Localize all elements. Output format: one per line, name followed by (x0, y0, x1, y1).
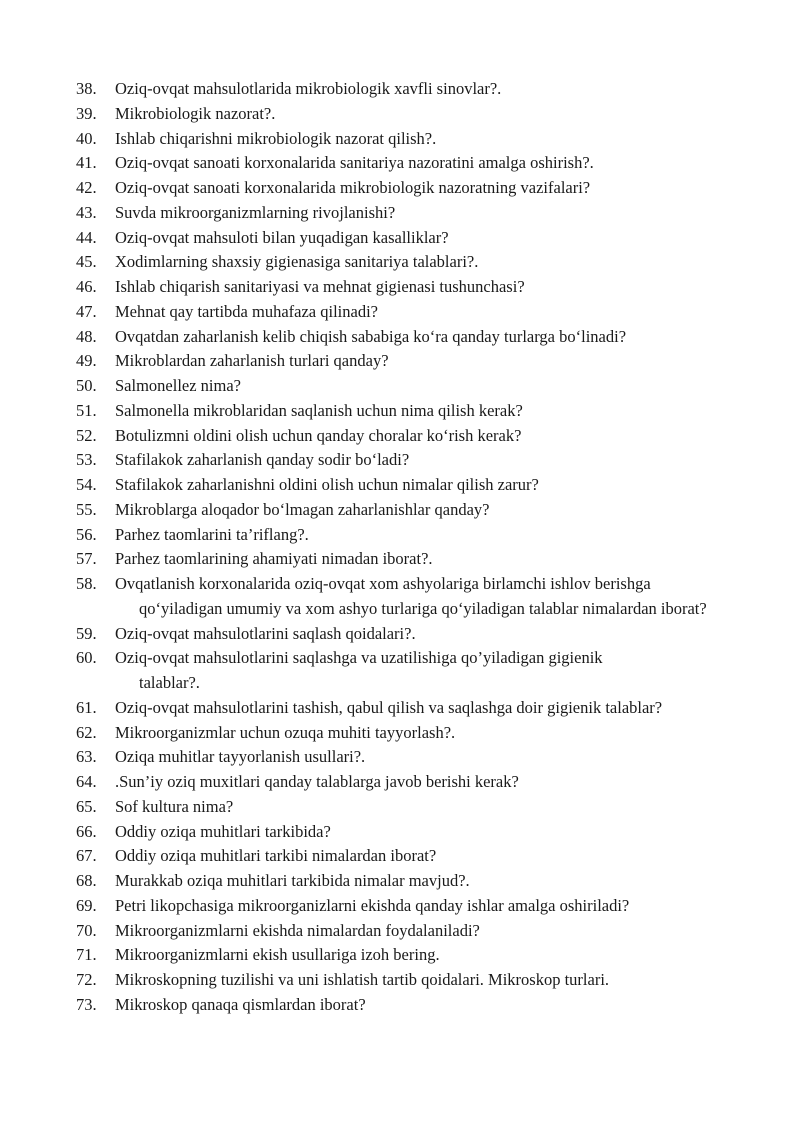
question-number: 59. (76, 623, 97, 643)
question-number: 72. (76, 970, 97, 989)
question-text (115, 151, 742, 176)
question-text-line: Oziq-ovqat sanoati korxonalarida mikrobiologik nazoratning vazifalari? (115, 178, 591, 197)
question-item (76, 869, 742, 894)
question-item (76, 721, 742, 746)
question-text-line: Oziq-ovqat sanoati korxonalarida sanitariya nazoratini amalga oshirish?. (115, 153, 594, 173)
question-item (76, 300, 742, 325)
question-item (76, 201, 742, 226)
question-number: 44. (76, 227, 97, 247)
question-text (115, 176, 742, 201)
question-item (76, 820, 742, 845)
question-number: 42. (76, 178, 97, 197)
question-text (115, 869, 742, 894)
question-number: 56. (76, 524, 97, 544)
question-text (115, 325, 742, 350)
question-number: 43. (76, 202, 97, 222)
question-text-line: Stafilakok zaharlanishni oldini olish uchun nimalar qilish zarur? (115, 475, 539, 494)
question-text (115, 226, 742, 251)
question-item (76, 968, 742, 993)
question-number: 50. (76, 376, 97, 395)
question-text-line: Oziq-ovqat mahsuloti bilan yuqadigan kasalliklar? (115, 227, 449, 247)
question-number: 67. (76, 846, 97, 866)
question-text-continuation: talablar?. (139, 673, 200, 692)
question-text-line: Salmonella mikroblaridan saqlanish uchun nima qilish kerak? (115, 400, 523, 420)
question-number: 52. (76, 425, 97, 445)
question-item (76, 226, 742, 251)
question-text (115, 275, 742, 300)
question-text (115, 844, 742, 869)
question-number: 65. (76, 796, 97, 816)
question-text-line: Oziq-ovqat mahsulotlarini tashish, qabul qilish va saqlashga doir gigienik talablar? (115, 697, 663, 717)
question-item (76, 176, 742, 201)
question-text-line: Suvda mikroorganizmlarning rivojlanishi? (115, 202, 396, 222)
question-item (76, 349, 742, 374)
question-number: 54. (76, 475, 97, 494)
question-item (76, 374, 742, 399)
question-text-line: Mikroblardan zaharlanish turlari qanday? (115, 351, 389, 371)
question-text-line: Mikroskop qanaqa qismlardan iborat? (115, 994, 366, 1014)
question-item (76, 498, 742, 523)
question-number: 63. (76, 747, 97, 767)
question-item (76, 127, 742, 152)
question-text (115, 943, 742, 968)
question-text (115, 968, 742, 993)
question-item (76, 547, 742, 572)
question-text-line: Oddiy oziqa muhitlari tarkibida? (115, 821, 331, 841)
question-text-line: Parhez taomlarining ahamiyati nimadan iborat?. (115, 549, 433, 569)
question-item (76, 943, 742, 968)
question-text (115, 77, 742, 102)
question-text (115, 993, 742, 1018)
question-number: 40. (76, 128, 97, 148)
question-text (115, 473, 742, 498)
question-text (115, 349, 742, 374)
question-text-line: Mikroorganizmlar uchun ozuqa muhiti tayyorlash?. (115, 722, 456, 742)
question-item (76, 399, 742, 424)
question-text-line: Ishlab chiqarish sanitariyasi va mehnat gigienasi tushunchasi? (115, 277, 525, 296)
question-text (115, 721, 742, 746)
question-text-line: Parhez taomlarini ta’riflang?. (115, 524, 309, 544)
question-text-continuation: qo‘yiladigan umumiy va xom ashyo turlariga qo‘yiladigan talablar nimalardan iborat? (139, 598, 707, 618)
question-number: 73. (76, 994, 97, 1014)
question-number: 71. (76, 945, 97, 965)
question-item (76, 523, 742, 548)
question-item (76, 572, 742, 622)
question-text-line: Mikroblarga aloqador bo‘lmagan zaharlanishlar qanday? (115, 499, 490, 519)
question-text (115, 894, 742, 919)
question-item (76, 696, 742, 721)
question-item (76, 993, 742, 1018)
question-text-line: Mikroorganizmlarni ekishda nimalardan foydalaniladi? (115, 920, 480, 940)
question-number: 41. (76, 153, 97, 173)
question-number: 60. (76, 648, 97, 668)
question-text (115, 448, 742, 473)
question-number: 68. (76, 871, 97, 890)
question-number: 49. (76, 351, 97, 371)
question-text (115, 919, 742, 944)
question-text (115, 646, 742, 696)
question-item (76, 745, 742, 770)
question-item (76, 448, 742, 473)
question-text (115, 250, 742, 275)
question-text-line: .Sun’iy oziq muxitlari qanday talablarga javob berishi kerak? (115, 772, 519, 791)
question-text (115, 300, 742, 325)
question-text-line: Oziq-ovqat mahsulotlarida mikrobiologik xavfli sinovlar?. (115, 79, 502, 98)
question-number: 53. (76, 450, 97, 470)
question-item (76, 77, 742, 102)
question-text-line: Ovqatlanish korxonalarida oziq-ovqat xom ashyolariga birlamchi ishlov berishga (115, 574, 651, 593)
question-text-line: Mehnat qay tartibda muhafaza qilinadi? (115, 301, 378, 321)
question-item (76, 795, 742, 820)
question-text (115, 820, 742, 845)
question-number: 39. (76, 103, 97, 123)
question-item (76, 770, 742, 795)
question-text (115, 622, 742, 647)
question-text-line: Mikroskopning tuzilishi va uni ishlatish tartib qoidalari. Mikroskop turlari. (115, 970, 610, 989)
question-text-line: Mikroorganizmlarni ekish usullariga izoh bering. (115, 945, 440, 965)
question-number: 66. (76, 821, 97, 841)
question-item (76, 424, 742, 449)
question-text (115, 127, 742, 152)
question-item (76, 844, 742, 869)
question-text-line: Oddiy oziqa muhitlari tarkibi nimalardan iborat? (115, 846, 437, 866)
question-text-line: Ishlab chiqarishni mikrobiologik nazorat qilish?. (115, 128, 437, 148)
question-number: 69. (76, 895, 97, 915)
question-list (76, 77, 742, 1018)
question-text (115, 102, 742, 127)
question-item (76, 622, 742, 647)
question-text (115, 201, 742, 226)
question-text-line: Ovqatdan zaharlanish kelib chiqish sababiga ko‘ra qanday turlarga bo‘linadi? (115, 326, 627, 346)
question-text-line: Oziq-ovqat mahsulotlarini saqlashga va uzatilishiga qo’yiladigan gigienik (115, 648, 603, 668)
question-text-line: Oziqa muhitlar tayyorlanish usullari?. (115, 747, 366, 767)
question-text (115, 374, 742, 399)
question-item (76, 473, 742, 498)
question-number: 46. (76, 277, 97, 296)
question-number: 64. (76, 772, 97, 791)
question-text (115, 572, 742, 622)
question-item (76, 894, 742, 919)
question-text-line: Mikrobiologik nazorat?. (115, 103, 276, 123)
question-number: 57. (76, 549, 97, 569)
question-text-line: Murakkab oziqa muhitlari tarkibida nimalar mavjud?. (115, 871, 470, 890)
question-item (76, 919, 742, 944)
question-text (115, 498, 742, 523)
question-text (115, 795, 742, 820)
question-text-line: Stafilakok zaharlanish qanday sodir bo‘ladi? (115, 450, 410, 470)
question-text (115, 745, 742, 770)
question-item (76, 646, 742, 696)
question-number: 48. (76, 326, 97, 346)
question-number: 55. (76, 499, 97, 519)
question-item (76, 151, 742, 176)
question-text (115, 770, 742, 795)
question-number: 47. (76, 301, 97, 321)
question-item (76, 275, 742, 300)
question-number: 61. (76, 697, 97, 717)
question-number: 38. (76, 79, 97, 98)
question-item (76, 102, 742, 127)
question-text (115, 424, 742, 449)
question-text (115, 523, 742, 548)
question-item (76, 325, 742, 350)
question-text-line: Petri likopchasiga mikroorganizlarni ekishda qanday ishlar amalga oshiriladi? (115, 895, 630, 915)
question-number: 51. (76, 400, 97, 420)
question-text (115, 696, 742, 721)
question-text-line: Xodimlarning shaxsiy gigienasiga sanitariya talablari?. (115, 252, 479, 272)
question-text-line: Botulizmni oldini olish uchun qanday choralar ko‘rish kerak? (115, 425, 522, 445)
question-number: 45. (76, 252, 97, 272)
question-number: 58. (76, 574, 97, 593)
question-text-line: Sof kultura nima? (115, 796, 234, 816)
question-text-line: Oziq-ovqat mahsulotlarini saqlash qoidalari?. (115, 623, 416, 643)
question-number: 70. (76, 920, 97, 940)
question-text-line: Salmonellez nima? (115, 376, 241, 395)
question-text (115, 547, 742, 572)
question-number: 62. (76, 722, 97, 742)
question-text (115, 399, 742, 424)
question-item (76, 250, 742, 275)
